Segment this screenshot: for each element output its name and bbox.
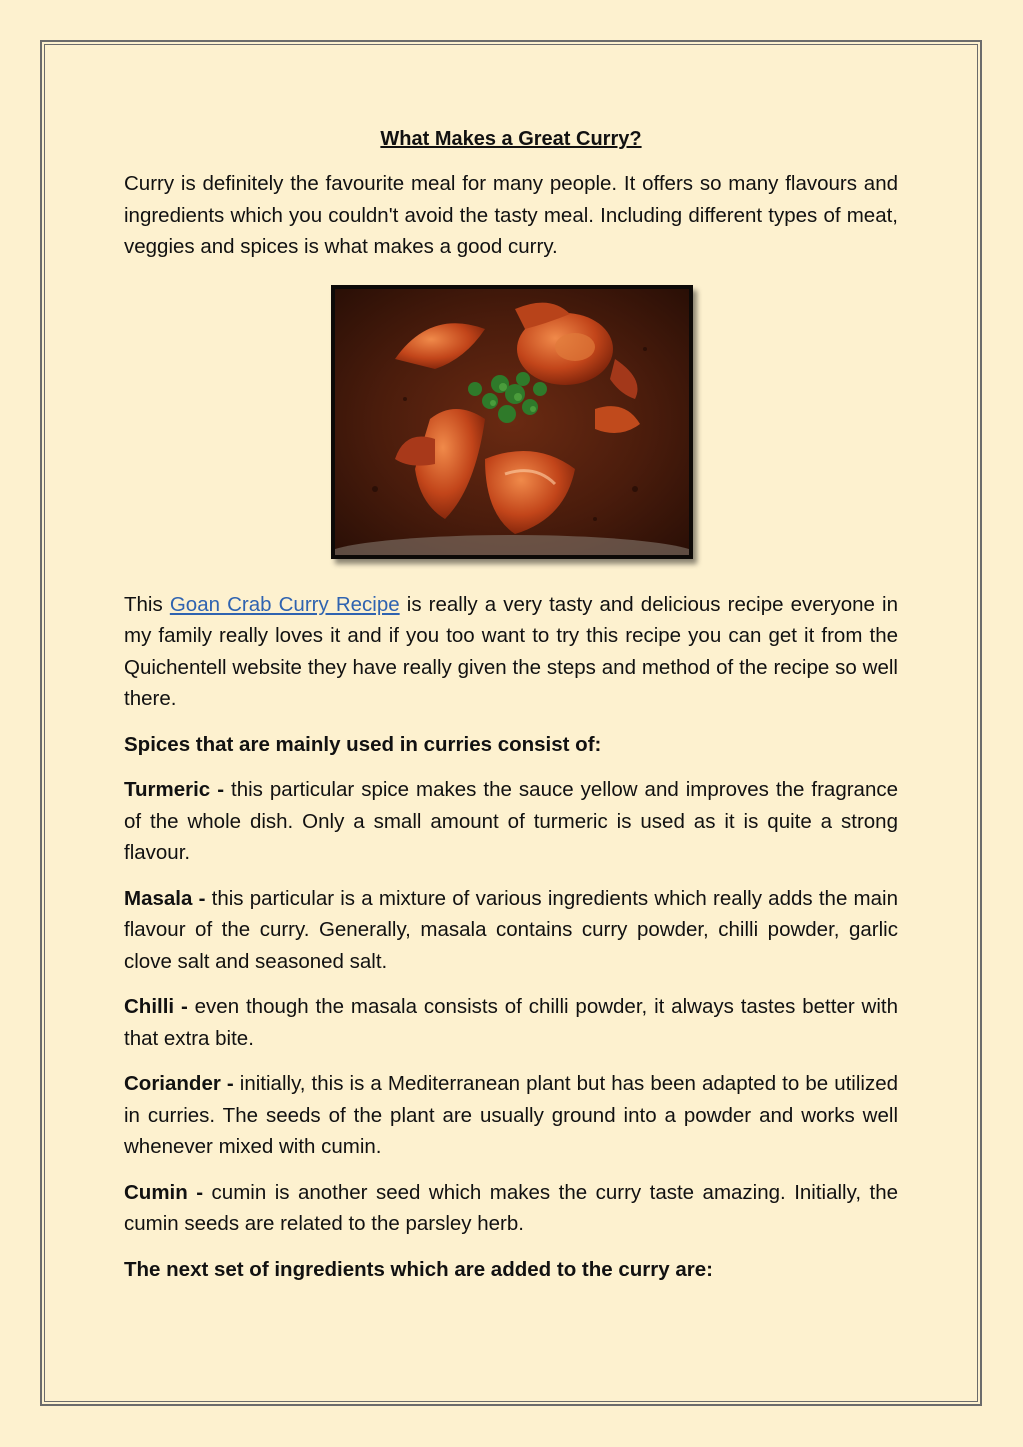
spice-description: this particular is a mixture of various ingredients which really adds the main flavour of the curry. Generally, masala contains curry powder, chilli powder, garlic clove salt and seasoned salt. [124,886,898,973]
spice-name: Chilli - [124,995,195,1018]
spice-description: initially, this is a Mediterranean plant but has been adapted to be utilized in curries. The seeds of the plant are usually ground into a powder and works well whenever mixed with cumin. [124,1072,899,1158]
spice-name: Masala - [124,886,212,910]
recipe-paragraph [124,589,898,715]
spice-masala [124,883,898,978]
spice-name: Cumin - [124,1180,212,1204]
goan-crab-curry-link[interactable]: Goan Crab Curry Recipe [169,592,400,616]
article-title: What Makes a Great Curry? [380,128,642,150]
article [124,124,898,1299]
recipe-prefix: This [124,592,170,616]
spice-cumin [124,1177,898,1240]
crab-curry-illustration [335,289,689,555]
spice-turmeric [124,774,898,869]
spices-heading: Spices that are mainly used in curries consist of: [124,732,602,756]
spice-description: cumin is another seed which makes the curry taste amazing. Initially, the cumin seeds are related to the parsley herb. [124,1180,898,1235]
spice-coriander [124,1068,898,1163]
spice-name: Turmeric - [124,778,232,801]
spice-name: Coriander - [124,1072,240,1095]
spice-description: even though the masala consists of chilli powder, it always tastes better with that extra bite. [124,995,898,1050]
spice-chilli [124,991,898,1054]
crab-curry-image [331,285,693,559]
spice-description: this particular spice makes the sauce yellow and improves the fragrance of the whole dish. Only a small amount of turmeric is used as it is quite a strong flavour. [124,778,898,864]
next-ingredients-heading: The next set of ingredients which are added to the curry are: [124,1257,713,1281]
recipe-suffix: is really a very tasty and delicious recipe everyone in my family really loves it and if you too want to try this recipe you can get it from the Quichentell website they have really given the steps and method of the recipe so well there. [124,592,898,710]
intro-paragraph: Curry is definitely the favourite meal for many people. It offers so many flavours and ingredients which you couldn't avoid the tasty meal. Including different types of meat, veggies and spices is what makes a good curry. [124,172,898,258]
